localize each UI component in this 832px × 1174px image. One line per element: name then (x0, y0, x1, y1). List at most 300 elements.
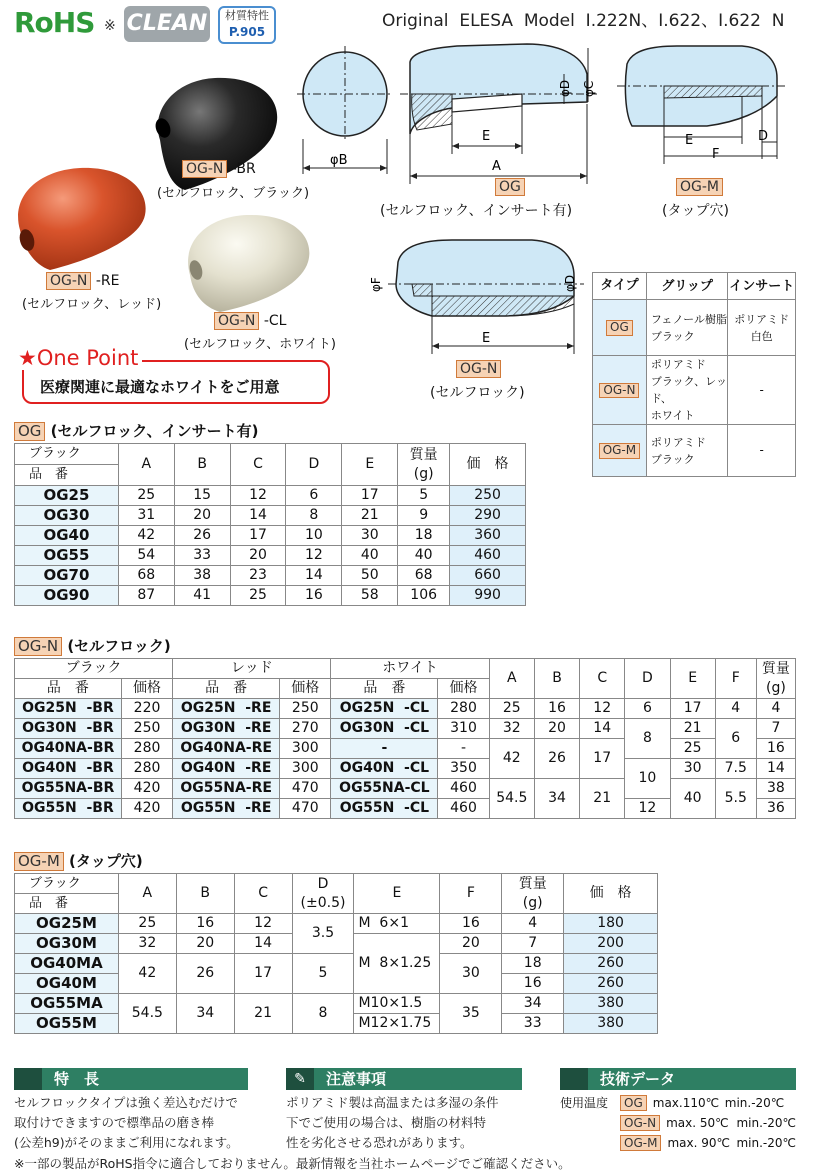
part-cell: OG55NA-CL (331, 779, 438, 799)
part-cell: OG90 (15, 586, 119, 606)
f-cell: 5.5 (715, 779, 756, 819)
part-cell: OG25 (15, 486, 119, 506)
price-cell: 250 (280, 699, 331, 719)
price-cell: 220 (121, 699, 172, 719)
rohs-mark: ※ (104, 18, 116, 34)
suffix: -CL (263, 313, 287, 329)
dim-D-ogm: D (758, 129, 769, 144)
part-cell: OG55NA-RE (173, 779, 280, 799)
model-text: Original ELESA Model I.222N、I.622、I.622 N (382, 11, 785, 31)
pen-icon: ✎ (286, 1068, 314, 1090)
f-cell: 30 (440, 954, 502, 994)
table-row (15, 994, 658, 1014)
caution-line: 下でご使用の場合は、樹脂の材料特 (286, 1115, 487, 1130)
dim-phiC-og: φC (582, 80, 596, 97)
black-price-header: 価格 (121, 679, 172, 699)
e-cell: 21 (670, 719, 715, 739)
col-B: B (174, 444, 230, 486)
footnote: ※一部の製品がRoHS指令に適合しておりません。最新情報を当社ホームページでご確認ください。 (14, 1156, 571, 1171)
e-cell: 40 (342, 546, 398, 566)
part-cell: OG40 (15, 526, 119, 546)
tech-data (560, 1093, 796, 1153)
part-cell: OG40N -CL (331, 759, 438, 779)
c-cell: 21 (234, 994, 292, 1034)
c-cell: 17 (580, 739, 625, 779)
b-cell: 16 (176, 914, 234, 934)
dim-F-ogm: F (712, 147, 720, 162)
part-cell: OG30N -RE (173, 719, 280, 739)
mass-label: 質量 (518, 875, 547, 892)
white-price-header: 価格 (438, 679, 489, 699)
a-cell: 25 (118, 914, 176, 934)
black-label: ブラック (29, 446, 81, 461)
insert-line: 白色 (750, 329, 773, 343)
d-cell: 12 (625, 799, 670, 819)
b-cell: 34 (534, 779, 579, 819)
table-row (15, 699, 796, 719)
part-cell: OG70 (15, 566, 119, 586)
d-cell: 14 (286, 566, 342, 586)
label-og-n-cl (214, 312, 287, 330)
insert-cell (728, 300, 796, 356)
suffix: -RE (95, 273, 120, 289)
price-cell: 200 (564, 934, 658, 954)
type-cell (593, 356, 647, 425)
price-cell: 300 (280, 739, 331, 759)
price-cell: 380 (564, 994, 658, 1014)
insert-cell: - (728, 425, 796, 477)
caption-ogn-desc: (セルフロック) (430, 385, 525, 401)
price-cell: 260 (564, 954, 658, 974)
col-price: 価 格 (564, 874, 658, 914)
e-cell: 21 (342, 506, 398, 526)
price-cell: 310 (438, 719, 489, 739)
code-badge: OG (495, 178, 525, 196)
b-cell: 20 (534, 719, 579, 739)
desc-og-n-re: (セルフロック、レッド) (22, 297, 162, 312)
caution-title: 注意事項 (326, 1070, 387, 1088)
part-cell: OG40NA-RE (173, 739, 280, 759)
dim-A-og: A (492, 159, 501, 174)
white-part-header: 品 番 (331, 679, 438, 699)
black-group-header: ブラック (15, 659, 173, 679)
table-row (15, 759, 796, 779)
mass-cell: 33 (502, 1014, 564, 1034)
b-cell: 33 (174, 546, 230, 566)
mass-cell: 36 (756, 799, 795, 819)
f-cell: 35 (440, 994, 502, 1034)
mass-cell: 14 (756, 759, 795, 779)
mass-cell: 4 (756, 699, 795, 719)
ogn-table (14, 658, 796, 819)
type-cell (593, 425, 647, 477)
dim-E-ogm: E (685, 133, 694, 148)
ogm-table (14, 873, 658, 1034)
price-cell: 470 (280, 799, 331, 819)
table-row (15, 486, 526, 506)
b-cell: 26 (174, 526, 230, 546)
table-row (15, 779, 796, 799)
ogm-section-title (14, 850, 143, 871)
type-cell (593, 300, 647, 356)
price-cell: 660 (450, 566, 526, 586)
table-row (15, 566, 526, 586)
mass-cell: 5 (398, 486, 450, 506)
e-cell: 40 (670, 779, 715, 819)
code-badge: OG (14, 422, 45, 441)
c-cell: 12 (230, 486, 286, 506)
col-F: F (715, 659, 756, 699)
mass-unit: (g) (522, 894, 543, 911)
part-cell: OG55N -BR (15, 799, 122, 819)
tech-row (560, 1133, 796, 1153)
og-m-side-view (617, 46, 787, 164)
temp-max: max. 50℃ (666, 1116, 729, 1130)
part-cell: OG55MA (15, 994, 119, 1014)
a-cell: 42 (489, 739, 534, 779)
part-cell: OG55N -RE (173, 799, 280, 819)
price-cell: 380 (564, 1014, 658, 1034)
caption-og-desc: (セルフロック、インサート有) (380, 203, 573, 219)
grip-header: グリップ (646, 273, 728, 300)
insert-line: ポリアミド (734, 312, 790, 326)
mass-label: 質量 (761, 660, 790, 677)
b-cell: 41 (174, 586, 230, 606)
price-cell: 470 (280, 779, 331, 799)
col-B: B (176, 874, 234, 914)
col-D: D (625, 659, 670, 699)
grip-line: ブラック (650, 452, 695, 466)
a-cell: 25 (118, 486, 174, 506)
grip-line: フェノール樹脂 (650, 312, 727, 326)
c-cell: 14 (230, 506, 286, 526)
c-cell: 14 (234, 934, 292, 954)
price-cell: 460 (438, 779, 489, 799)
d-cell: 12 (286, 546, 342, 566)
part-cell: OG30N -CL (331, 719, 438, 739)
c-cell: 14 (580, 719, 625, 739)
e-cell: 30 (342, 526, 398, 546)
og-section-title (14, 420, 258, 441)
mass-cell: 106 (398, 586, 450, 606)
tech-title: 技術データ (600, 1070, 676, 1088)
d-cell: 10 (625, 759, 670, 799)
e-cell: M 6×1 (354, 914, 440, 934)
grip-cell (646, 425, 728, 477)
a-cell: 32 (118, 934, 176, 954)
col-B: B (534, 659, 579, 699)
material-page: P.905 (228, 25, 266, 39)
col-A: A (489, 659, 534, 699)
c-cell: 12 (580, 699, 625, 719)
mass-cell: 16 (502, 974, 564, 994)
price-cell: 460 (438, 799, 489, 819)
col-E: E (342, 444, 398, 486)
price-cell: 420 (121, 799, 172, 819)
label-og-n-re (46, 272, 119, 290)
caption-ogn-code (456, 360, 501, 378)
part-cell: OG55NA-BR (15, 779, 122, 799)
part-cell: OG30 (15, 506, 119, 526)
d-cell: 8 (286, 506, 342, 526)
caution-line: ポリアミド製は高温または多湿の条件 (286, 1095, 499, 1110)
f-cell: 20 (440, 934, 502, 954)
temp-min: min.-20℃ (736, 1116, 796, 1130)
d-label: D (317, 875, 329, 892)
c-cell: 23 (230, 566, 286, 586)
code-badge: OG-N (14, 637, 62, 656)
caption-ogm-desc: (タップ穴) (662, 203, 729, 219)
features-bar (14, 1068, 248, 1090)
part-cell: OG55N -CL (331, 799, 438, 819)
suffix: -BR (231, 161, 256, 177)
col-price: 価 格 (450, 444, 526, 486)
table-row (15, 546, 526, 566)
part-cell: OG40MA (15, 954, 119, 974)
ogm-section-desc: (タップ穴) (69, 852, 143, 870)
grip-line: ブラック (650, 329, 695, 343)
dim-phiD-og: φD (558, 79, 572, 97)
price-cell: 280 (121, 759, 172, 779)
table-row (15, 739, 796, 759)
type-table (592, 272, 796, 477)
og-table (14, 443, 526, 606)
part-header (15, 874, 119, 914)
dim-phiD-ogn: φD (563, 274, 577, 292)
table-row (15, 914, 658, 934)
f-cell: 6 (715, 719, 756, 759)
dim-E-og: E (482, 129, 491, 144)
price-cell: 290 (450, 506, 526, 526)
price-cell: 280 (438, 699, 489, 719)
desc-og-n-br: (セルフロック、ブラック) (157, 186, 310, 201)
d-cell: 8 (625, 719, 670, 759)
mass-cell: 38 (756, 779, 795, 799)
part-cell: OG40N -BR (15, 759, 122, 779)
features-line: セルフロックタイプは強く差込むだけで (14, 1095, 238, 1110)
part-cell: OG40NA-BR (15, 739, 122, 759)
tech-row (560, 1113, 796, 1133)
b-cell: 15 (174, 486, 230, 506)
col-D (292, 874, 354, 914)
price-cell: 360 (450, 526, 526, 546)
features-title: 特 長 (54, 1070, 100, 1088)
d-cell: 6 (286, 486, 342, 506)
code-badge: OG-N (620, 1115, 660, 1131)
col-A: A (118, 444, 174, 486)
c-cell: 12 (234, 914, 292, 934)
code-badge: OG-M (676, 178, 723, 196)
mass-cell: 4 (502, 914, 564, 934)
material-badge (218, 6, 276, 44)
temp-max: max.110℃ (652, 1096, 720, 1110)
e-cell: M12×1.75 (354, 1014, 440, 1034)
price-cell: 180 (564, 914, 658, 934)
material-label: 材質特性 (225, 9, 269, 22)
a-cell: 32 (489, 719, 534, 739)
code-badge: OG-M (599, 443, 640, 459)
a-cell: 54.5 (489, 779, 534, 819)
c-cell: 17 (234, 954, 292, 994)
square-icon (14, 1068, 42, 1090)
d-cell: 8 (292, 994, 354, 1034)
mass-unit: (g) (413, 465, 434, 482)
part-cell: OG55M (15, 1014, 119, 1034)
b-cell: 20 (176, 934, 234, 954)
part-cell: OG40M (15, 974, 119, 994)
dim-E-ogn: E (482, 331, 491, 346)
d-cell: 16 (286, 586, 342, 606)
features-line: 取付けできますので標準品の磨き棒 (14, 1115, 215, 1130)
part-cell: - (331, 739, 438, 759)
d-cell: 3.5 (292, 914, 354, 954)
code-badge: OG-N (599, 383, 639, 399)
table-row (15, 526, 526, 546)
c-cell: 17 (230, 526, 286, 546)
col-mass (502, 874, 564, 914)
c-cell: 21 (580, 779, 625, 819)
col-mass (756, 659, 795, 699)
col-C: C (234, 874, 292, 914)
square-icon (560, 1068, 588, 1090)
grip-line: ブラック、レッド、 (650, 375, 728, 405)
part-cell: OG25M (15, 914, 119, 934)
dim-phiF-ogn: φF (369, 277, 383, 292)
part-label: 品 番 (15, 464, 118, 485)
price-cell: 250 (450, 486, 526, 506)
e-cell: 58 (342, 586, 398, 606)
type-header: タイプ (593, 273, 647, 300)
table-row (15, 719, 796, 739)
red-group-header: レッド (173, 659, 331, 679)
col-F: F (440, 874, 502, 914)
table-row (15, 954, 658, 974)
label-og-n-br (182, 160, 256, 178)
red-knob-photo (17, 168, 145, 270)
code-badge: OG-N (182, 160, 227, 178)
e-cell: M 8×1.25 (354, 934, 440, 994)
col-E: E (670, 659, 715, 699)
black-label: ブラック (29, 876, 81, 891)
col-E: E (354, 874, 440, 914)
part-header (15, 444, 119, 486)
clean-badge: CLEAN (124, 6, 210, 42)
grip-line: ポリアミド (650, 435, 706, 449)
mass-cell: 7 (756, 719, 795, 739)
part-cell: OG30M (15, 934, 119, 954)
one-point-text: 医療関連に最適なホワイトをご用意 (40, 378, 280, 396)
price-cell: - (438, 739, 489, 759)
caption-ogm-code (676, 178, 723, 196)
part-cell: OG25N -CL (331, 699, 438, 719)
f-cell: 16 (440, 914, 502, 934)
e-cell: 17 (670, 699, 715, 719)
og-section-desc: (セルフロック、インサート有) (50, 422, 259, 440)
b-cell: 34 (176, 994, 234, 1034)
caution-line: 性を劣化させる恐れがあります。 (286, 1135, 473, 1150)
d-cell: 10 (286, 526, 342, 546)
dim-phiB: φB (330, 153, 348, 168)
d-tolerance: (±0.5) (300, 894, 346, 911)
black-part-header: 品 番 (15, 679, 122, 699)
b-cell: 26 (176, 954, 234, 994)
insert-cell: - (728, 356, 796, 425)
price-cell: 300 (280, 759, 331, 779)
temp-min: min.-20℃ (736, 1136, 796, 1150)
mass-cell: 34 (502, 994, 564, 1014)
insert-header: インサート (728, 273, 796, 300)
mass-unit: (g) (766, 679, 786, 696)
b-cell: 16 (534, 699, 579, 719)
ogn-section-desc: (セルフロック) (67, 637, 171, 655)
price-cell: 990 (450, 586, 526, 606)
e-cell: 25 (670, 739, 715, 759)
mass-cell: 9 (398, 506, 450, 526)
price-cell: 280 (121, 739, 172, 759)
a-cell: 25 (489, 699, 534, 719)
caution-bar (286, 1068, 522, 1090)
e-cell: 50 (342, 566, 398, 586)
desc-og-n-cl: (セルフロック、ホワイト) (184, 337, 336, 352)
table-row (15, 506, 526, 526)
e-cell: M10×1.5 (354, 994, 440, 1014)
col-A: A (118, 874, 176, 914)
col-D: D (286, 444, 342, 486)
grip-cell (646, 356, 728, 425)
part-cell: OG25N -BR (15, 699, 122, 719)
part-cell: OG30N -BR (15, 719, 122, 739)
price-cell: 270 (280, 719, 331, 739)
mass-cell: 18 (398, 526, 450, 546)
mass-cell: 16 (756, 739, 795, 759)
features-text (14, 1093, 254, 1153)
f-cell: 7.5 (715, 759, 756, 779)
red-part-header: 品 番 (173, 679, 280, 699)
part-cell: OG55 (15, 546, 119, 566)
price-cell: 250 (121, 719, 172, 739)
temp-max: max. 90℃ (667, 1136, 730, 1150)
b-cell: 26 (534, 739, 579, 779)
part-cell: OG25N -RE (173, 699, 280, 719)
price-cell: 460 (450, 546, 526, 566)
d-cell: 5 (292, 954, 354, 994)
ogn-section-title (14, 635, 171, 656)
white-group-header: ホワイト (331, 659, 489, 679)
code-badge: OG-N (456, 360, 501, 378)
code-badge: OG (606, 320, 633, 336)
tech-bar (560, 1068, 796, 1090)
mass-cell: 7 (502, 934, 564, 954)
a-cell: 54.5 (118, 994, 176, 1034)
tech-row (560, 1093, 796, 1113)
caption-og-code (495, 178, 525, 196)
mass-cell: 68 (398, 566, 450, 586)
code-badge: OG (620, 1095, 647, 1111)
code-badge: OG-M (620, 1135, 661, 1151)
rohs-logo: RoHS (14, 6, 95, 39)
col-C: C (230, 444, 286, 486)
red-price-header: 価格 (280, 679, 331, 699)
price-cell: 420 (121, 779, 172, 799)
price-cell: 350 (438, 759, 489, 779)
code-badge: OG-N (46, 272, 91, 290)
a-cell: 42 (118, 526, 174, 546)
b-cell: 38 (174, 566, 230, 586)
e-cell: 30 (670, 759, 715, 779)
code-badge: OG-M (14, 852, 64, 871)
one-point-title: ★One Point (14, 346, 142, 370)
a-cell: 31 (118, 506, 174, 526)
